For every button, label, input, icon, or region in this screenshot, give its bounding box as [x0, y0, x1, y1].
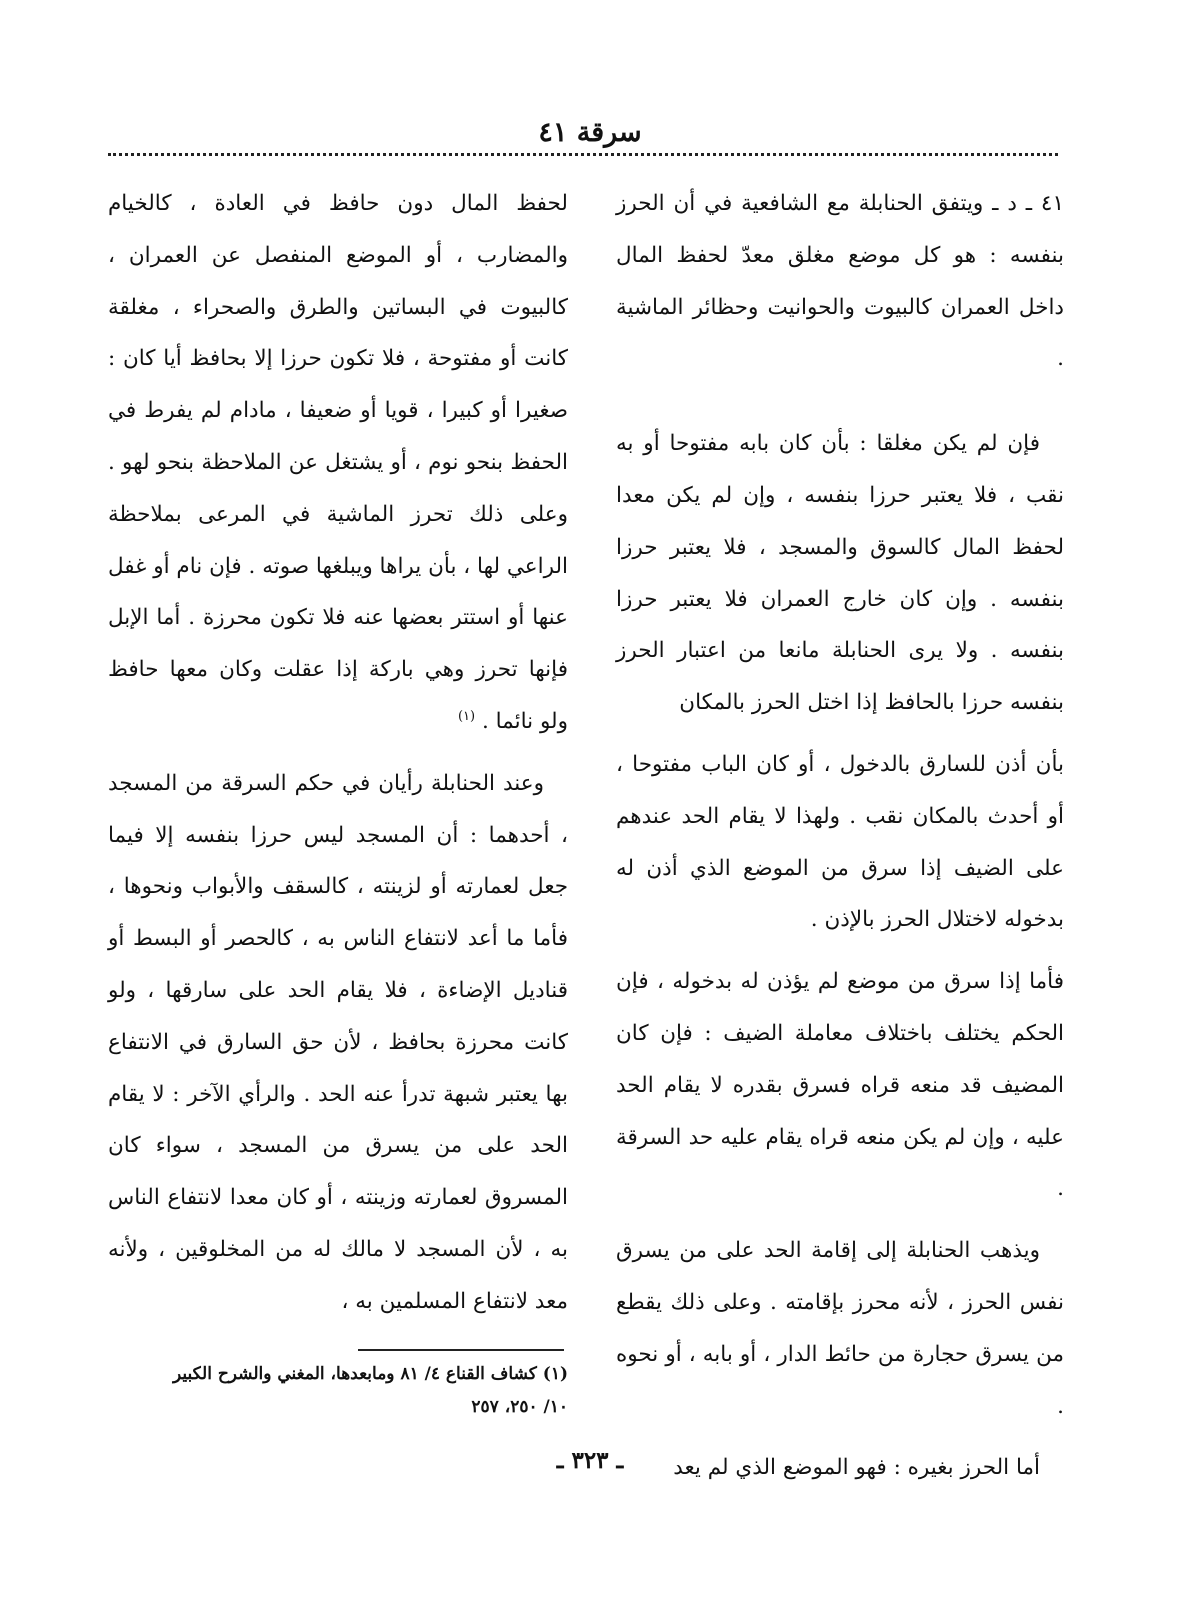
right-column — [616, 178, 1064, 1494]
paragraph-41-d-intro: ٤١ ـ د ـ ويتفق الحنابلة مع الشافعية في أن الحرز بنفسه : هو كل موضع مغلق معدّ لحفظ المال داخل العمران كالبيوت والحوانيت وحظائر الماشية . — [616, 191, 1064, 372]
page-header-title: سرقة ٤١ — [538, 117, 642, 148]
paragraph-gap — [616, 946, 1064, 956]
header-dotted-rule — [108, 153, 1058, 156]
paragraph-guest-theft: فأما إذا سرق من موضع لم يؤذن له بدخوله ، فإن الحكم يختلف باختلاف معاملة الضيف : فإن كان المضيف قد منعه قراه فسرق بقدره لا يقام الحد عليه ، وإن لم يكن منعه قراه يقام عليه حد السرقة . — [616, 969, 1064, 1202]
page-number: ـ ٣٢٣ ـ — [556, 1447, 624, 1474]
left-column — [108, 178, 568, 1328]
paragraph-gap — [616, 1215, 1064, 1225]
paragraph-permission-to-enter: بأن أذن للسارق بالدخول ، أو كان الباب مفتوحا ، أو أحدث بالمكان نقب . ولهذا لا يقام الحد عندهم على الضيف إذا سرق من الموضع الذي أذن له بدخوله لاختلال الحرز بالإذن . — [616, 751, 1064, 933]
paragraph-gap — [616, 1432, 1064, 1442]
paragraph-gap — [108, 748, 568, 758]
footnote-line-2: ١٠/ ٢٥٠، ٢٥٧ — [471, 1397, 568, 1417]
paragraph-unlocked-place: فإن لم يكن مغلقا : بأن كان بابه مفتوحا أو به نقب ، فلا يعتبر حرزا بنفسه ، وإن لم يكن معدا لحفظ المال كالسوق والمسجد ، فلا يعتبر حرزا بنفسه . وإن كان خارج العمران فلا يعتبر حرزا بنفسه . ولا يرى الحنابلة مانعا من اعتبار الحرز بنفسه حرزا بالحافظ إذا اختل الحرز بالمكان — [616, 431, 1064, 716]
paragraph-guarded-places-text: لحفظ المال دون حافظ في العادة ، كالخيام والمضارب ، أو الموضع المنفصل عن العمران ، كالبيوت في البساتين والطرق والصحراء ، مغلقة كانت أو مفتوحة ، فلا تكون حرزا إلا بحافظ أيا كان : صغيرا أو كبيرا ، قويا أو ضعيفا ، مادام لم يفرط في الحفظ بنحو نوم ، أو يشتغل عن الملاحظة بنحو لهو . وعلى ذلك تحرز الماشية في المرعى بملاحظة الراعي لها ، بأن يراها ويبلغها صوته . فإن نام أو غفل عنها أو استتر بعضها عنه فلا تكون محرزة . أما الإبل فإنها تحرز وهي باركة إذا عقلت وكان معها حافظ ولو نائما . — [107, 191, 568, 734]
paragraph-guarded-places — [108, 178, 568, 748]
footnote-line-1: (١) كشاف القناع ٤/ ٨١ ومابعدها، المغني والشرح الكبير — [172, 1364, 568, 1384]
paragraph-hirz-by-other: أما الحرز بغيره : فهو الموضع الذي لم يعد — [673, 1455, 1040, 1481]
paragraph-stealing-the-hirz: ويذهب الحنابلة إلى إقامة الحد على من يسرق نفس الحرز ، لأنه محرز بإقامته . وعلى ذلك يقطع من يسرق حجارة من حائط الدار ، أو بابه ، أو نحوه . — [616, 1238, 1064, 1419]
footnote-reference: (١) — [457, 708, 476, 724]
footnote-separator — [358, 1349, 564, 1351]
paragraph-gap — [616, 729, 1064, 739]
paragraph-mosque-theft: وعند الحنابلة رأيان في حكم السرقة من المسجد ، أحدهما : أن المسجد ليس حرزا بنفسه إلا فيما جعل لعمارته أو لزينته ، كالسقف والأبواب ونحوها ، فأما ما أعد لانتفاع الناس به ، كالحصر أو البسط أو قناديل الإضاءة ، فلا يقام الحد على سارقها ، ولو كانت محرزة بحافظ ، لأن حق السارق في الانتفاع بها يعتبر شبهة تدرأ عنه الحد . والرأي الآخر : لا يقام الحد على من يسرق من المسجد ، سواء كان المسروق لعمارته وزينته ، أو كان معدا لانتفاع الناس به ، لأن المسجد لا مالك له من المخلوقين ، ولأنه معد لانتفاع المسلمين به ، — [108, 770, 568, 1314]
paragraph-gap — [616, 385, 1064, 418]
footnote — [108, 1358, 568, 1424]
